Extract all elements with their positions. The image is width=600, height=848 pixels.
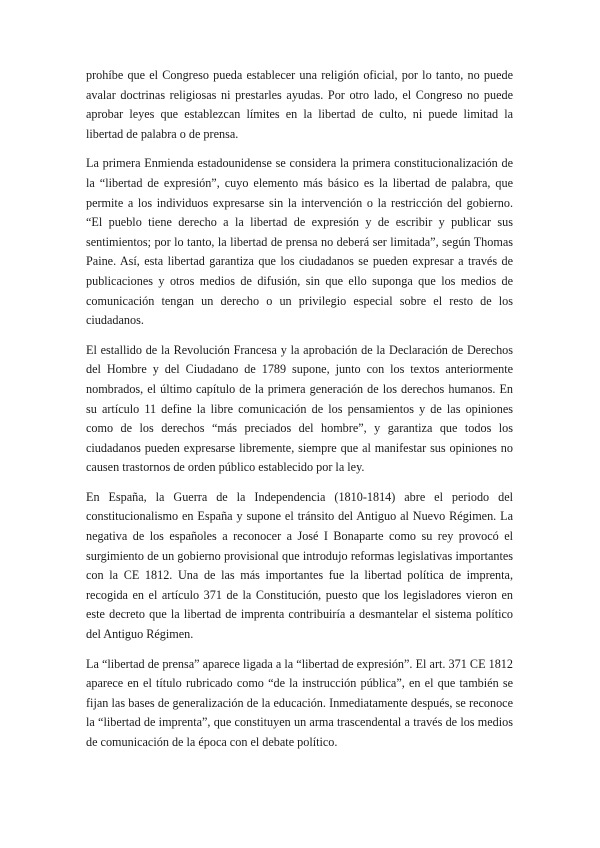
paragraph-french-revolution: El estallido de la Revolución Francesa y la aprobación de la Declaración de Derechos del Hombre y del Ciudadano de 1789 supone, junto con los textos anteriormente nombrados, el último capítulo de la primera generación de los derechos humanos. En su artículo 11 define la libre comunicación de los pensamientos y de las opiniones como de los derechos “más preciados del hombre”, y garantiza que todos los ciudadanos pueden expresarse libremente, siempre que al manifestar sus opiniones no causen trastornos de orden público establecido por la ley. (86, 342, 513, 475)
paragraph-first-amendment: La primera Enmienda estadounidense se considera la primera constitucionalización de la “libertad de expresión”, cuyo elemento más básico es la libertad de palabra, que permite a los individuos expresarse sin la intervención o la restricción del gobierno. “El pueblo tiene derecho a la libertad de expresión y de escribir y publicar sus sentimientos; por lo tanto, la libertad de prensa no deberá ser limitada”, según Thomas Paine. Así, esta libertad garantiza que los ciudadanos se pueden expresar a través de publicaciones y otros medios de difusión, sin que ello suponga que los medios de comunicación tengan un derecho o un privilegio especial sobre el resto de los ciudadanos. (86, 156, 513, 328)
paragraph-first-amendment-continuation: prohíbe que el Congreso pueda establecer una religión oficial, por lo tanto, no puede avalar doctrinas religiosas ni prestarles ayudas. Por otro lado, el Congreso no puede aprobar leyes que establezcan límites en la libertad de culto, ni puede limitad la libertad de palabra o de prensa. (86, 68, 513, 141)
paragraph-press-freedom: La “libertad de prensa” aparece ligada a la “libertad de expresión”. El art. 371 CE 1812 aparece en el título rubricado como “de la instrucción pública”, en el que también se fijan las bases de generalización de la educación. Inmediatamente después, se reconoce la “libertad de imprenta”, que constituyen un arma trascendental a través de los medios de comunicación de la época con el debate político. (86, 656, 513, 749)
paragraph-spain-independence: En España, la Guerra de la Independencia (1810-1814) abre el periodo del constitucionalismo en España y supone el tránsito del Antiguo al Nuevo Régimen. La negativa de los españoles a reconocer a José I Bonaparte como su rey provocó el surgimiento de un gobierno provisional que introdujo reformas legislativas importantes con la CE 1812. Una de las más importantes fue la libertad política de imprenta, recogida en el artículo 371 de la Constitución, puesto que los legisladores vieron en este decreto que la libertad de imprenta contribuiría a desmantelar el sistema político del Antiguo Régimen. (86, 489, 513, 642)
document-page (86, 66, 513, 763)
